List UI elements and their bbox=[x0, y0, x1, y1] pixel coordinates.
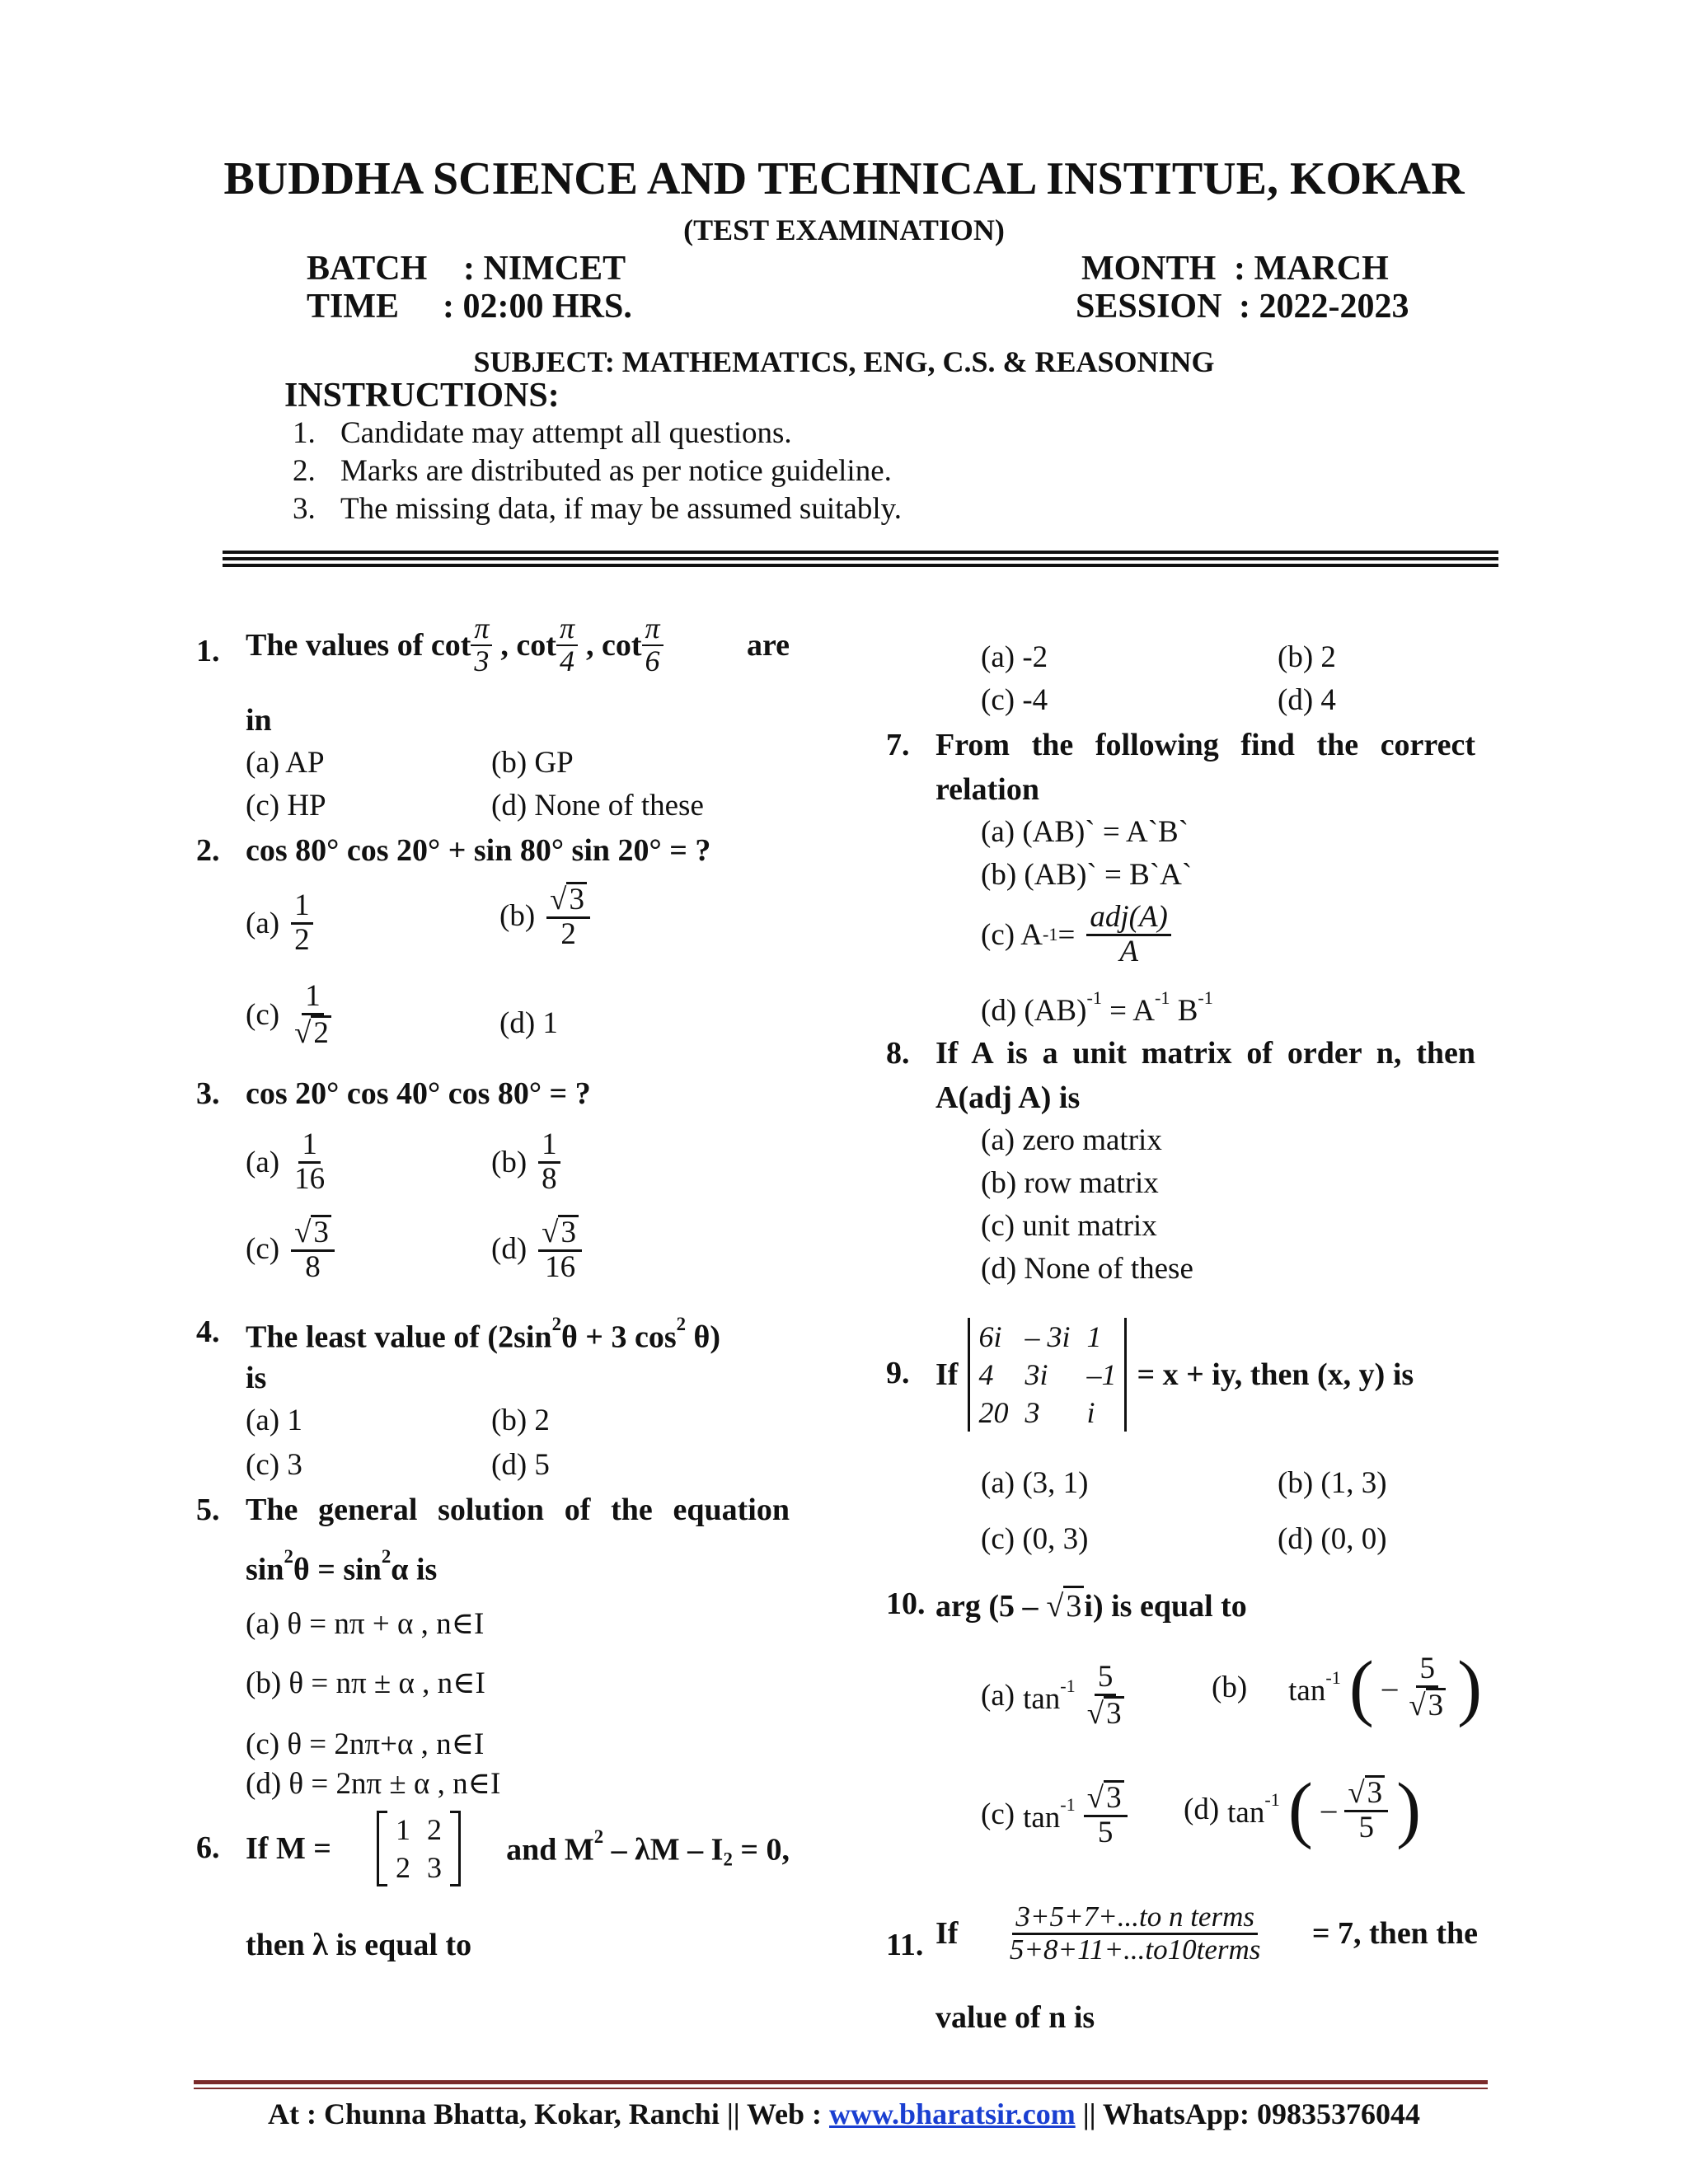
question-6-stem: If M = 1 2 2 3 and $M^2 - \lambda M - I_2 = 0$, bbox=[246, 1805, 790, 1891]
option-d: (d) 1 bbox=[499, 1006, 558, 1040]
paren-left: ( bbox=[1287, 1769, 1313, 1851]
option-a: (a) (AB)` = A`B` bbox=[981, 815, 1189, 849]
instruction-item: 3. The missing data, if may be assumed suitably. bbox=[293, 492, 902, 526]
month-row bbox=[1081, 249, 1389, 288]
question-8-stem-cont: A(adj A) is bbox=[935, 1080, 1081, 1115]
question-4-stem: The least value of ($2\sin^2\theta + 3$ $\cos^2 \theta$) bbox=[246, 1314, 721, 1355]
time-value: : 02:00 HRS. bbox=[443, 288, 632, 326]
question-3-stem: cos 20° cos 40° cos 80° = ? bbox=[246, 1076, 591, 1111]
option-d: (d) None of these bbox=[981, 1252, 1193, 1286]
question-10-stem: arg (5 – √ 3 i) is equal to bbox=[935, 1586, 1247, 1624]
header-divider bbox=[223, 564, 1498, 567]
question-2-stem: cos 80° cos 20° + sin 80° sin 20° = ? bbox=[246, 833, 711, 868]
question-number: 11. bbox=[886, 1928, 924, 1962]
paren-left: ( bbox=[1348, 1647, 1374, 1729]
option-d: (d) √ 3 16 bbox=[491, 1215, 582, 1284]
question-number: 10. bbox=[886, 1586, 926, 1621]
option-c: (c) √ 3 8 bbox=[246, 1215, 335, 1284]
month-value: : MARCH bbox=[1234, 250, 1389, 288]
subject-line: SUBJECT: MATHEMATICS, ENG, C.S. & REASONING bbox=[473, 345, 1215, 378]
session-value: : 2022-2023 bbox=[1239, 288, 1409, 326]
question-1-stem-cont: in bbox=[246, 703, 272, 738]
option-b: (b) 2 bbox=[1278, 640, 1336, 674]
question-8-stem: If A is a unit matrix of order n, then bbox=[935, 1036, 1475, 1071]
question-number: 1. bbox=[196, 634, 220, 668]
question-5-stem-cont: $\sin^2\theta = \sin^2\alpha$ is bbox=[246, 1546, 438, 1587]
option-d: (d) $(AB)^{-1} = A^{-1}$ $B^{-1}$ bbox=[981, 987, 1213, 1028]
question-number: 4. bbox=[196, 1315, 220, 1349]
question-11-stem: If $\frac{\text{3+5+7+...to n terms}}{\text{5+8+11+...to10terms}}$ = 7, then the bbox=[935, 1900, 1478, 1966]
question-6-stem-cont: then λ is equal to bbox=[246, 1928, 472, 1962]
paren-right: ) bbox=[1457, 1647, 1483, 1729]
option-d: (d) 4 bbox=[1278, 683, 1336, 717]
option-b: (b) GP bbox=[491, 746, 574, 780]
pi-fraction: $\frac{\pi}{3}$ bbox=[471, 613, 492, 677]
option-b: (b) $\frac{1}{8}$ bbox=[491, 1129, 560, 1196]
option-c: (c) (0, 3) bbox=[981, 1522, 1089, 1556]
option-b: (b) $\tan^{-1}$ ( – 5 √ 3 ) bbox=[1212, 1647, 1483, 1729]
option-d: (d) None of these bbox=[491, 789, 704, 823]
option-d: (d) $\tan^{-1}$ ( – √ 3 5 ) bbox=[1184, 1769, 1422, 1851]
question-number: 5. bbox=[196, 1493, 220, 1527]
option-a: (a) 1 bbox=[246, 1404, 302, 1437]
option-d: (d) 5 bbox=[491, 1448, 550, 1482]
option-a: (a) $\frac{1}{2}$ bbox=[246, 890, 313, 957]
session-row bbox=[1076, 287, 1409, 326]
question-4-stem-cont: is bbox=[246, 1361, 267, 1395]
option-a: (a) θ = nπ + α , n∈I bbox=[246, 1607, 485, 1641]
option-a: (a) $\tan^{-1}$ 5 √ 3 bbox=[981, 1661, 1128, 1731]
question-7-stem: From the following find the correct bbox=[935, 728, 1475, 762]
footer-divider bbox=[194, 2080, 1488, 2084]
institute-title: BUDDHA SCIENCE AND TECHNICAL INSTITUE, KOKAR bbox=[223, 153, 1465, 204]
option-c: (c) A -1 = $\frac{\text{adj(A)}}{A}$ bbox=[981, 902, 1171, 968]
option-b: (b) (1, 3) bbox=[1278, 1466, 1387, 1500]
option-b: (b) 2 bbox=[491, 1404, 550, 1437]
option-a: (a) $\frac{1}{16}$ bbox=[246, 1127, 326, 1196]
footer-divider bbox=[194, 2088, 1488, 2089]
matrix-bracket-right bbox=[450, 1811, 461, 1886]
time-label: TIME bbox=[307, 288, 400, 326]
header-divider bbox=[223, 551, 1498, 554]
instruction-item: 2. Marks are distributed as per notice guideline. bbox=[293, 454, 892, 488]
option-d: (d) (0, 0) bbox=[1278, 1522, 1387, 1556]
option-b: (b) √ 3 2 bbox=[499, 882, 590, 951]
question-9-stem: If 6i – 3i 1 4 3i –1 20 3 i = x + iy, then (x, y) is bbox=[935, 1304, 1414, 1446]
option-c: (c) HP bbox=[246, 789, 326, 823]
batch-row bbox=[307, 249, 626, 288]
question-5-stem: The general solution of the equation bbox=[246, 1493, 790, 1527]
option-c: (c) unit matrix bbox=[981, 1209, 1157, 1243]
question-7-stem-cont: relation bbox=[935, 772, 1039, 807]
question-11-stem-cont: value of n is bbox=[935, 2000, 1095, 2035]
month-label: MONTH bbox=[1081, 250, 1217, 288]
paren-right: ) bbox=[1396, 1769, 1422, 1851]
batch-label: BATCH bbox=[307, 250, 428, 288]
session-label: SESSION bbox=[1076, 288, 1222, 326]
option-a: (a) (3, 1) bbox=[981, 1466, 1089, 1500]
question-number: 8. bbox=[886, 1036, 910, 1071]
question-number: 9. bbox=[886, 1356, 910, 1390]
option-c: (c) -4 bbox=[981, 683, 1048, 717]
option-b: (b) θ = nπ ± α , n∈I bbox=[246, 1666, 485, 1700]
question-number: 7. bbox=[886, 728, 910, 762]
question-number: 3. bbox=[196, 1076, 220, 1111]
determinant: 6i – 3i 1 4 3i –1 20 3 i bbox=[968, 1318, 1127, 1432]
question-number: 2. bbox=[196, 833, 220, 868]
matrix-m: 1 2 2 3 bbox=[377, 1811, 461, 1886]
footer-contact: At : Chunna Bhatta, Kokar, Ranchi || Web : www.bharatsir.com || WhatsApp: 09835376044 bbox=[268, 2097, 1420, 2130]
question-1-stem: The values of cot $\frac{\pi}{3}$ , cot $\frac{\pi}{4}$ , cot $\frac{\pi}{6}$ are bbox=[246, 612, 790, 677]
pi-fraction: $\frac{\pi}{4}$ bbox=[556, 613, 578, 677]
option-c: (c) θ = 2nπ+α , n∈I bbox=[246, 1727, 485, 1761]
option-c: (c) $\tan^{-1}$ √ 3 5 bbox=[981, 1780, 1128, 1849]
pi-fraction: $\frac{\pi}{6}$ bbox=[642, 613, 663, 677]
option-b: (b) (AB)` = B`A` bbox=[981, 858, 1193, 892]
option-b: (b) row matrix bbox=[981, 1166, 1159, 1200]
option-c: (c) 3 bbox=[246, 1448, 302, 1482]
header-divider bbox=[223, 557, 1498, 560]
time-row bbox=[307, 287, 632, 326]
website-link[interactable]: www.bharatsir.com bbox=[829, 2097, 1076, 2130]
option-c: (c) 1 √ 2 bbox=[246, 981, 335, 1050]
instructions-heading: INSTRUCTIONS: bbox=[284, 377, 560, 415]
instruction-item: 1. Candidate may attempt all questions. bbox=[293, 416, 792, 450]
option-a: (a) -2 bbox=[981, 640, 1048, 674]
option-a: (a) AP bbox=[246, 746, 325, 780]
matrix-bracket-left bbox=[377, 1811, 387, 1886]
batch-value: : NIMCET bbox=[463, 250, 626, 288]
option-a: (a) zero matrix bbox=[981, 1123, 1162, 1157]
question-number: 6. bbox=[196, 1830, 220, 1865]
exam-subtitle: (TEST EXAMINATION) bbox=[683, 213, 1005, 246]
option-d: (d) θ = 2nπ ± α , n∈I bbox=[246, 1767, 501, 1801]
